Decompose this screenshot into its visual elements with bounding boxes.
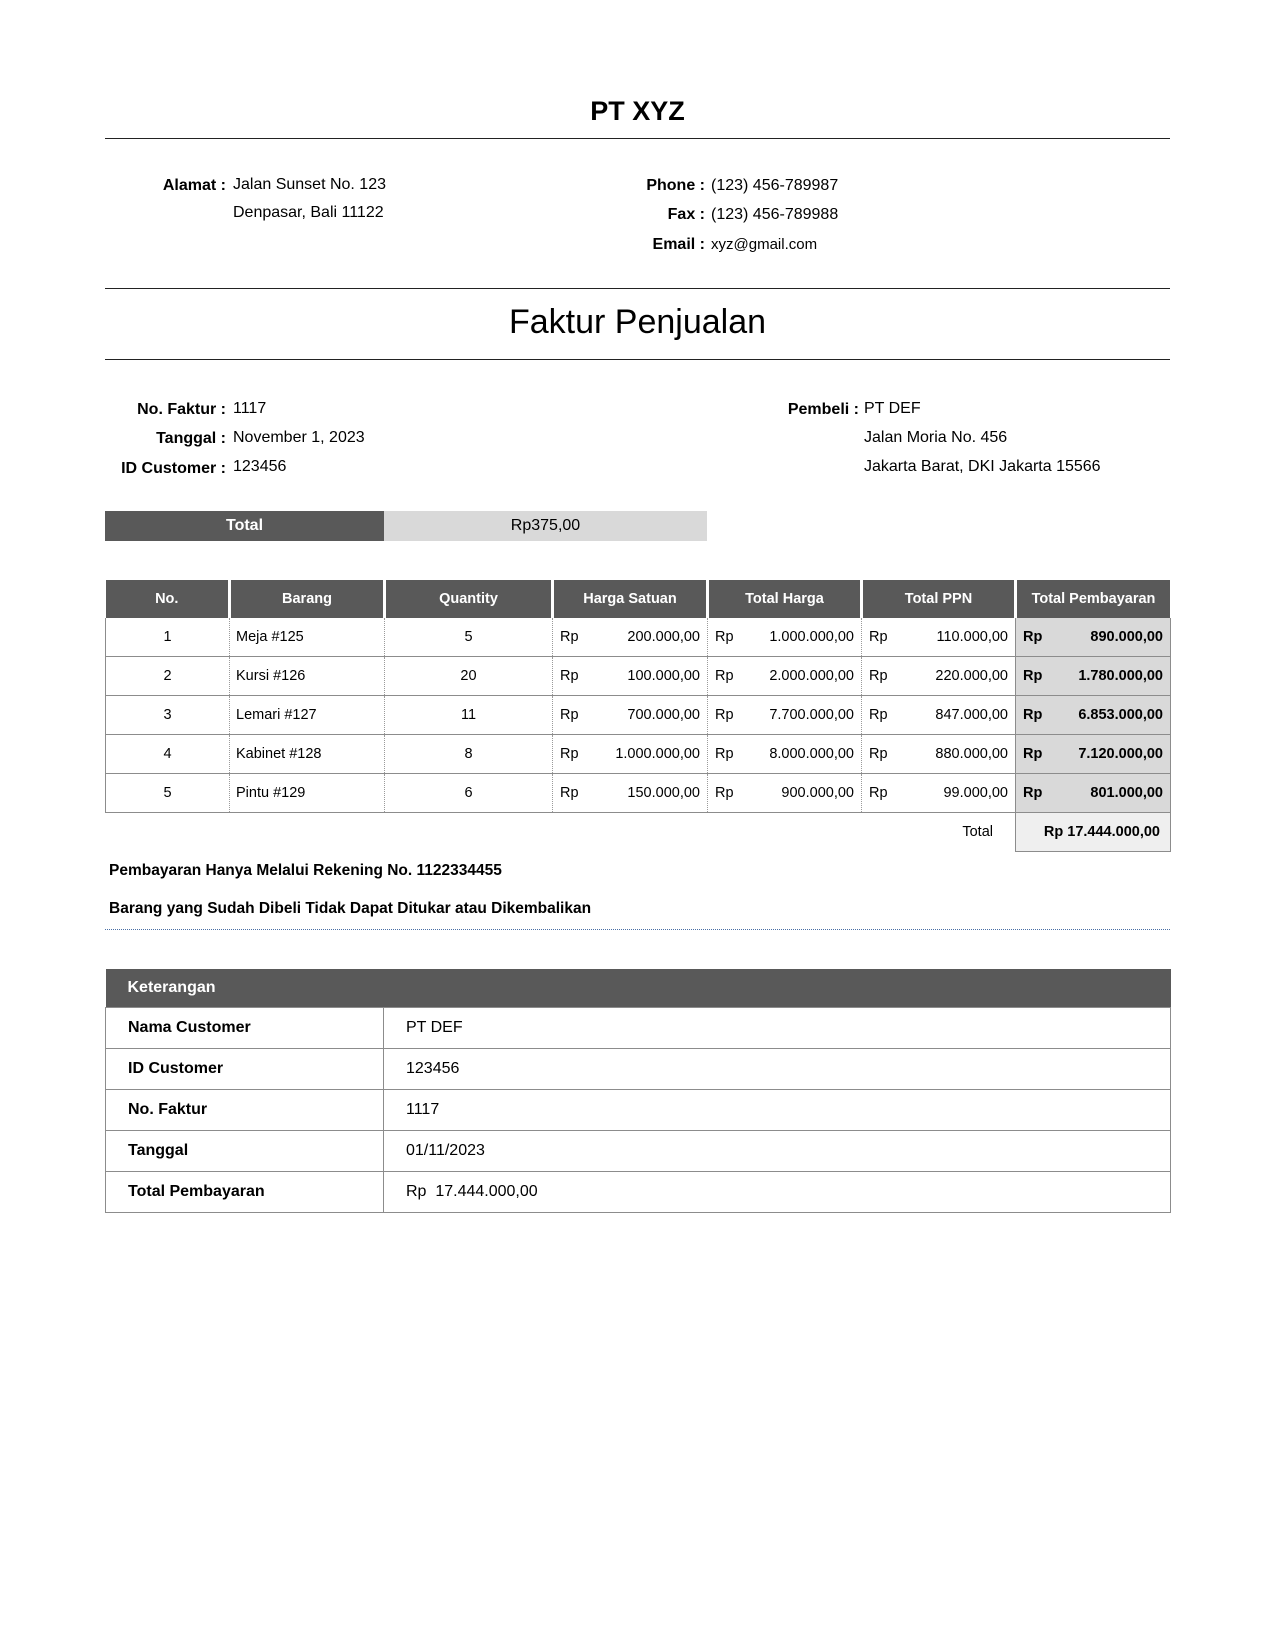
total-summary-bar — [105, 511, 707, 541]
currency-label: Rp — [1023, 707, 1043, 723]
currency-label: Rp — [715, 746, 734, 762]
buyer-label: Pembeli : — [787, 401, 859, 418]
table-row — [106, 618, 1171, 657]
row-quantity: 5 — [385, 618, 553, 657]
keterangan-value: PT DEF — [384, 1008, 1171, 1049]
title-bottom-divider — [105, 359, 1170, 360]
row-total-payment — [1016, 657, 1171, 696]
row-quantity: 11 — [385, 696, 553, 735]
row-unit-price — [553, 774, 708, 813]
unit-price-value: 1.000.000,00 — [615, 746, 700, 762]
invoice-no-value: 1117 — [233, 400, 267, 417]
currency-label: Rp — [869, 629, 888, 645]
row-unit-price — [553, 735, 708, 774]
total-price-value: 900.000,00 — [781, 785, 854, 801]
payment-value: 7.120.000,00 — [1078, 746, 1163, 762]
table-row — [106, 1008, 1171, 1049]
keterangan-value: 123456 — [384, 1049, 1171, 1090]
keterangan-key: Tanggal — [106, 1131, 384, 1172]
title-top-divider — [105, 288, 1170, 289]
column-header-total-ppn: Total PPN — [862, 580, 1016, 618]
keterangan-header-row — [106, 969, 1171, 1008]
keterangan-value: 01/11/2023 — [384, 1131, 1171, 1172]
currency-label: Rp — [1023, 629, 1043, 645]
currency-label: Rp — [715, 629, 734, 645]
row-item: Meja #125 — [230, 618, 385, 657]
row-item: Lemari #127 — [230, 696, 385, 735]
payment-value: 890.000,00 — [1090, 629, 1163, 645]
currency-label: Rp — [1023, 746, 1043, 762]
keterangan-header: Keterangan — [106, 969, 1171, 1008]
column-header-quantity: Quantity — [385, 580, 553, 618]
row-no: 5 — [106, 774, 230, 813]
payment-value: 1.780.000,00 — [1078, 668, 1163, 684]
row-unit-price — [553, 618, 708, 657]
total-summary-value: Rp375,00 — [384, 511, 707, 541]
keterangan-key: ID Customer — [106, 1049, 384, 1090]
fax-label: Fax : — [667, 206, 705, 223]
row-total-ppn — [862, 657, 1016, 696]
row-total-price — [708, 618, 862, 657]
total-price-value: 7.700.000,00 — [769, 707, 854, 723]
row-total-ppn — [862, 774, 1016, 813]
table-row — [106, 774, 1171, 813]
date-label: Tanggal : — [156, 430, 226, 447]
row-quantity: 20 — [385, 657, 553, 696]
keterangan-value: 1117 — [384, 1090, 1171, 1131]
unit-price-value: 200.000,00 — [627, 629, 700, 645]
row-total-ppn — [862, 618, 1016, 657]
currency-label: Rp — [869, 668, 888, 684]
customer-id-label: ID Customer : — [121, 460, 226, 477]
table-row — [106, 735, 1171, 774]
date-value: November 1, 2023 — [233, 429, 365, 446]
row-total-payment — [1016, 696, 1171, 735]
currency-label: Rp — [560, 629, 579, 645]
customer-id-value: 123456 — [233, 458, 287, 475]
address-label: Alamat : — [162, 177, 226, 194]
table-row — [106, 696, 1171, 735]
row-total-price — [708, 774, 862, 813]
total-price-value: 8.000.000,00 — [769, 746, 854, 762]
fax-value: (123) 456-789988 — [711, 206, 839, 223]
keterangan-key: No. Faktur — [106, 1090, 384, 1131]
email-value: xyz@gmail.com — [711, 236, 818, 253]
column-header-total-price: Total Harga — [708, 580, 862, 618]
total-price-value: 2.000.000,00 — [769, 668, 854, 684]
row-total-ppn — [862, 735, 1016, 774]
row-no: 4 — [106, 735, 230, 774]
row-item: Kursi #126 — [230, 657, 385, 696]
table-row — [106, 1049, 1171, 1090]
address-line-1: Jalan Sunset No. 123 — [233, 176, 386, 193]
row-no: 1 — [106, 618, 230, 657]
keterangan-table — [105, 969, 1171, 1213]
column-header-total-payment: Total Pembayaran — [1016, 580, 1171, 618]
return-note: Barang yang Sudah Dibeli Tidak Dapat Ditukar atau Dikembalikan — [109, 900, 592, 917]
currency-label: Rp — [560, 668, 579, 684]
row-total-price — [708, 696, 862, 735]
column-header-item: Barang — [230, 580, 385, 618]
currency-label: Rp — [715, 785, 734, 801]
ppn-value: 99.000,00 — [943, 785, 1008, 801]
currency-label: Rp — [1023, 785, 1043, 801]
buyer-address-2: Jakarta Barat, DKI Jakarta 15566 — [864, 458, 1101, 475]
row-total-payment — [1016, 774, 1171, 813]
keterangan-key: Total Pembayaran — [106, 1172, 384, 1213]
notes-divider — [105, 929, 1170, 930]
currency-label: Rp — [715, 707, 734, 723]
keterangan-value: Rp 17.444.000,00 — [384, 1172, 1171, 1213]
grand-total-row — [106, 813, 1171, 852]
table-row — [106, 1090, 1171, 1131]
row-no: 3 — [106, 696, 230, 735]
items-header-row — [106, 580, 1171, 618]
currency-label: Rp — [560, 785, 579, 801]
currency-label: Rp — [715, 668, 734, 684]
row-unit-price — [553, 657, 708, 696]
items-table — [105, 580, 1171, 852]
grand-total-value: Rp 17.444.000,00 — [1016, 813, 1171, 852]
total-price-value: 1.000.000,00 — [769, 629, 854, 645]
row-total-ppn — [862, 696, 1016, 735]
keterangan-key: Nama Customer — [106, 1008, 384, 1049]
payment-value: 801.000,00 — [1090, 785, 1163, 801]
invoice-no-label: No. Faktur : — [137, 401, 226, 418]
document-title: Faktur Penjualan — [508, 303, 767, 341]
table-row — [106, 1172, 1171, 1213]
phone-label: Phone : — [646, 177, 705, 194]
total-summary-label: Total — [105, 511, 384, 541]
row-item: Pintu #129 — [230, 774, 385, 813]
row-total-payment — [1016, 735, 1171, 774]
row-quantity: 6 — [385, 774, 553, 813]
column-header-no: No. — [106, 580, 230, 618]
buyer-name: PT DEF — [864, 400, 921, 417]
currency-label: Rp — [560, 746, 579, 762]
currency-label: Rp — [869, 707, 888, 723]
row-total-price — [708, 657, 862, 696]
payment-value: 6.853.000,00 — [1078, 707, 1163, 723]
payment-note: Pembayaran Hanya Melalui Rekening No. 1122334455 — [109, 862, 502, 879]
currency-label: Rp — [1023, 668, 1043, 684]
unit-price-value: 150.000,00 — [627, 785, 700, 801]
row-quantity: 8 — [385, 735, 553, 774]
ppn-value: 220.000,00 — [935, 668, 1008, 684]
ppn-value: 880.000,00 — [935, 746, 1008, 762]
row-unit-price — [553, 696, 708, 735]
row-total-payment — [1016, 618, 1171, 657]
email-label: Email : — [652, 236, 705, 253]
row-item: Kabinet #128 — [230, 735, 385, 774]
company-name: PT XYZ — [590, 96, 685, 126]
currency-label: Rp — [560, 707, 579, 723]
row-no: 2 — [106, 657, 230, 696]
buyer-address-1: Jalan Moria No. 456 — [864, 429, 1008, 446]
row-total-price — [708, 735, 862, 774]
table-row — [106, 1131, 1171, 1172]
header-divider — [105, 138, 1170, 139]
table-row — [106, 657, 1171, 696]
ppn-value: 110.000,00 — [936, 629, 1008, 645]
currency-label: Rp — [869, 785, 888, 801]
unit-price-value: 700.000,00 — [627, 707, 700, 723]
currency-label: Rp — [869, 746, 888, 762]
phone-value: (123) 456-789987 — [711, 177, 839, 194]
ppn-value: 847.000,00 — [935, 707, 1008, 723]
grand-total-label: Total — [962, 824, 993, 841]
address-line-2: Denpasar, Bali 11122 — [233, 204, 384, 221]
column-header-unit-price: Harga Satuan — [553, 580, 708, 618]
unit-price-value: 100.000,00 — [627, 668, 700, 684]
